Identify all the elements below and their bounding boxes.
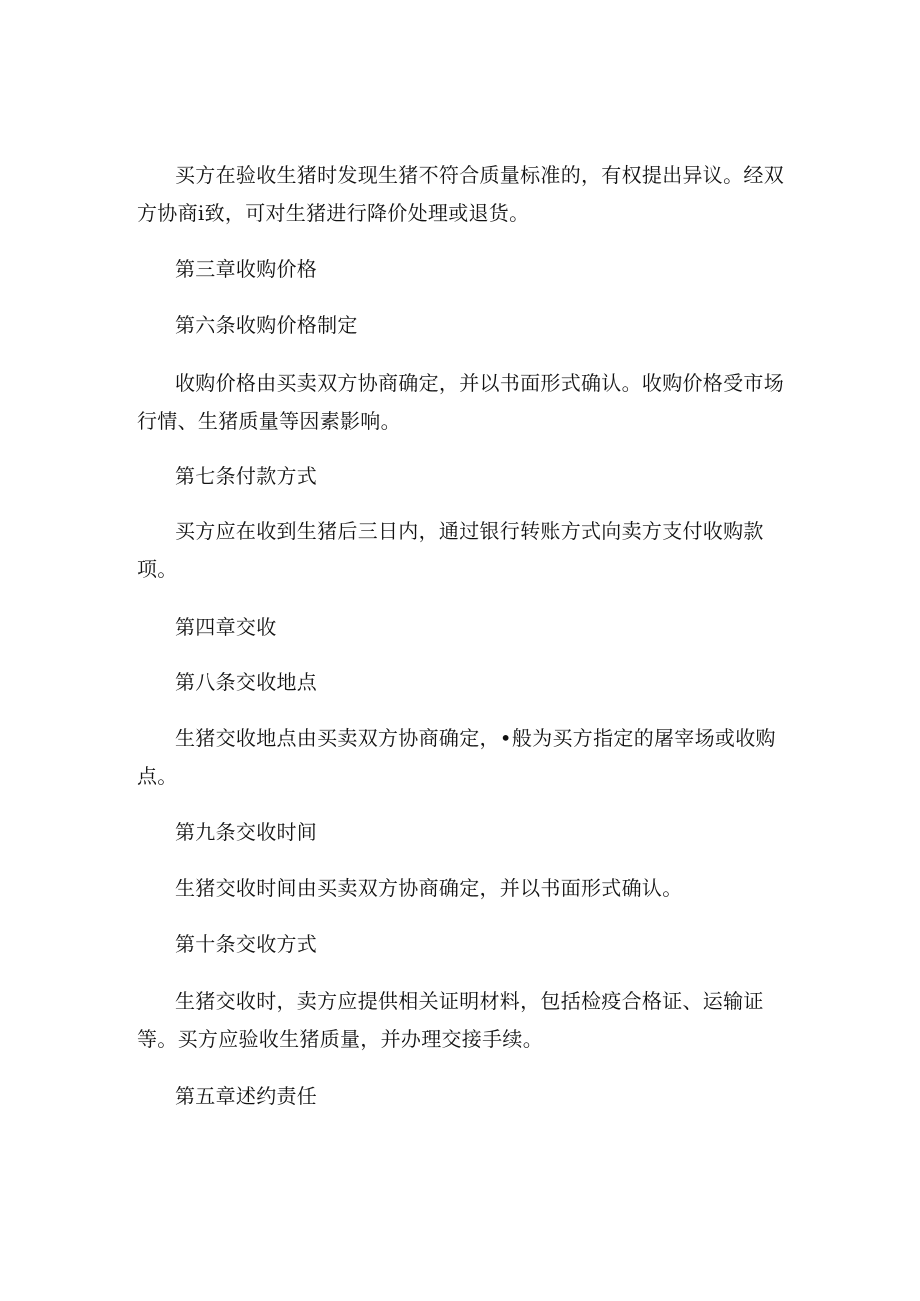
heading-article-6: 第六条收购价格制定 <box>175 313 358 337</box>
heading-article-7: 第七条付款方式 <box>175 464 318 488</box>
paragraph-delivery-location: 生猪交收地点由买卖双方协商确定，•般为买方指定的屠宰场或收购点。 <box>137 726 776 788</box>
paragraph-payment: 买方应在收到生猪后三日内，通过银行转账方式向卖方支付收购款项。 <box>137 519 764 581</box>
heading-chapter-4: 第四章交收 <box>175 615 277 639</box>
heading-article-8: 第八条交收地点 <box>175 670 318 694</box>
heading-article-10: 第十条交收方式 <box>175 932 318 956</box>
paragraph-delivery-time: 生猪交收时间由买卖双方协商确定，并以书面形式确认。 <box>175 876 683 900</box>
heading-article-9: 第九条交收时间 <box>175 820 318 844</box>
heading-chapter-5: 第五章述约责任 <box>175 1084 318 1108</box>
paragraph-delivery-method: 生猪交收时，卖方应提供相关证明材料，包括检疫合格证、运输证等。买方应验收生猪质量，并办理交接手续。 <box>137 989 764 1051</box>
paragraph-inspection-dispute: 买方在验收生猪时发现生猪不符合质量标准的，有权提出异议。经双方协商i致，可对生猪进行降价处理或退货。 <box>137 163 784 225</box>
paragraph-price-setting: 收购价格由买卖双方协商确定，并以书面形式确认。收购价格受市场行情、生猪质量等因素影响。 <box>137 371 784 433</box>
heading-chapter-3: 第三章收购价格 <box>175 257 318 281</box>
